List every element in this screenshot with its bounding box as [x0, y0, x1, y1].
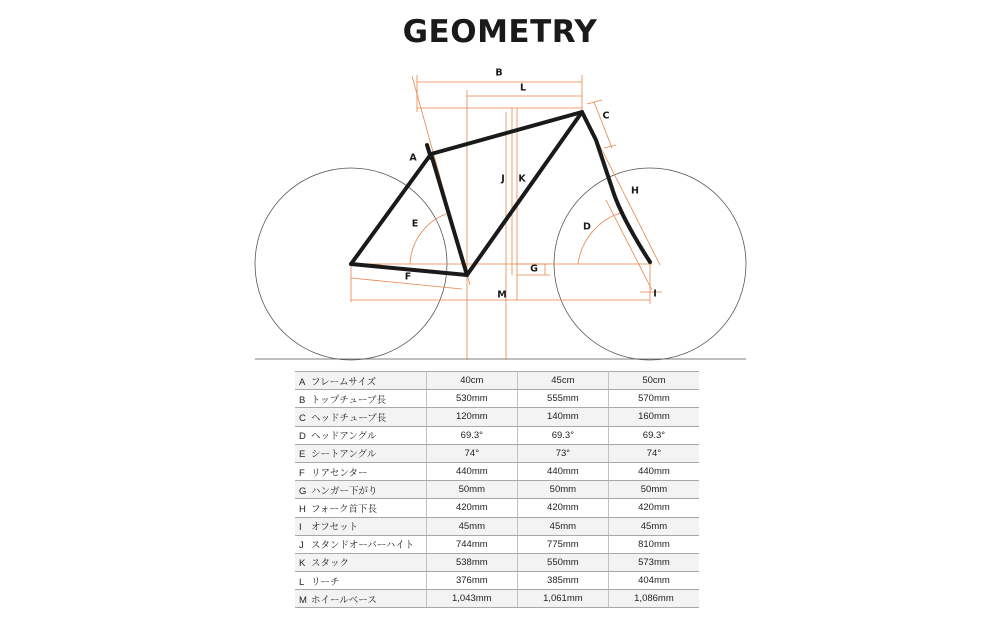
cell-size-3: 1,086mm — [608, 590, 699, 608]
cell-size-3: 50mm — [608, 481, 699, 499]
row-key: L — [299, 576, 305, 588]
row-label — [295, 535, 426, 553]
row-key: A — [299, 376, 306, 388]
cell-size-2: 385mm — [517, 572, 608, 590]
cell-size-1: 50mm — [426, 481, 517, 499]
cell-size-1: 376mm — [426, 572, 517, 590]
label-i: I — [653, 288, 657, 300]
table-row — [295, 535, 699, 553]
cell-size-2: 45cm — [517, 372, 608, 390]
row-label — [295, 426, 426, 444]
row-name: ハンガー下がり — [311, 485, 378, 497]
table-row — [295, 390, 699, 408]
row-label — [295, 590, 426, 608]
table-row — [295, 517, 699, 535]
cell-size-3: 440mm — [608, 462, 699, 480]
row-name: スタンドオーバーハイト — [311, 540, 415, 552]
row-label — [295, 372, 426, 390]
row-name: フレームサイズ — [311, 376, 377, 388]
cell-size-2: 69.3° — [517, 426, 608, 444]
cell-size-1: 1,043mm — [426, 590, 517, 608]
cell-size-2: 1,061mm — [517, 590, 608, 608]
table-row — [295, 426, 699, 444]
row-name: トップチューブ長 — [311, 394, 386, 406]
row-label — [295, 481, 426, 499]
label-k: K — [518, 173, 526, 185]
cell-size-3: 810mm — [608, 535, 699, 553]
cell-size-3: 74° — [608, 444, 699, 462]
table-row — [295, 408, 699, 426]
label-c: C — [602, 110, 610, 122]
row-name: ホイールベース — [311, 594, 377, 606]
row-name: リーチ — [311, 576, 340, 588]
label-b: B — [495, 67, 503, 79]
row-label — [295, 499, 426, 517]
row-label — [295, 462, 426, 480]
cell-size-2: 50mm — [517, 481, 608, 499]
row-name: ヘッドチューブ長 — [311, 412, 387, 424]
cell-size-3: 570mm — [608, 390, 699, 408]
row-name: シートアングル — [311, 449, 377, 461]
row-label — [295, 408, 426, 426]
cell-size-3: 404mm — [608, 572, 699, 590]
table-row — [295, 372, 699, 390]
table-row — [295, 481, 699, 499]
row-name: リアセンター — [311, 467, 368, 479]
cell-size-1: 440mm — [426, 462, 517, 480]
table-row — [295, 590, 699, 608]
label-d: D — [583, 221, 591, 233]
label-f: F — [404, 271, 412, 283]
row-label — [295, 444, 426, 462]
row-label — [295, 553, 426, 571]
cell-size-2: 775mm — [517, 535, 608, 553]
row-name: オフセット — [311, 522, 359, 534]
page-title: GEOMETRY — [402, 14, 598, 50]
cell-size-2: 555mm — [517, 390, 608, 408]
row-key: M — [299, 594, 307, 606]
cell-size-1: 74° — [426, 444, 517, 462]
label-a: A — [409, 152, 417, 164]
label-j: J — [501, 173, 505, 185]
cell-size-2: 140mm — [517, 408, 608, 426]
cell-size-2: 420mm — [517, 499, 608, 517]
row-key: E — [299, 449, 306, 461]
row-key: G — [299, 485, 307, 497]
cell-size-3: 69.3° — [608, 426, 699, 444]
cell-size-3: 573mm — [608, 553, 699, 571]
bike-frame — [351, 112, 650, 275]
row-key: H — [299, 503, 306, 515]
row-key: I — [299, 522, 302, 534]
cell-size-1: 45mm — [426, 517, 517, 535]
cell-size-2: 440mm — [517, 462, 608, 480]
cell-size-1: 744mm — [426, 535, 517, 553]
label-m: M — [497, 289, 507, 301]
cell-size-2: 73° — [517, 444, 608, 462]
row-key: B — [299, 394, 306, 406]
cell-size-1: 40cm — [426, 372, 517, 390]
cell-size-3: 160mm — [608, 408, 699, 426]
cell-size-3: 420mm — [608, 499, 699, 517]
row-key: J — [299, 540, 304, 552]
cell-size-1: 538mm — [426, 553, 517, 571]
cell-size-1: 420mm — [426, 499, 517, 517]
row-key: K — [299, 558, 306, 570]
cell-size-3: 45mm — [608, 517, 699, 535]
table-row — [295, 444, 699, 462]
row-label — [295, 517, 426, 535]
row-label — [295, 390, 426, 408]
cell-size-2: 45mm — [517, 517, 608, 535]
cell-size-1: 69.3° — [426, 426, 517, 444]
cell-size-3: 50cm — [608, 372, 699, 390]
cell-size-1: 530mm — [426, 390, 517, 408]
table-row — [295, 553, 699, 571]
geometry-table — [295, 371, 699, 608]
row-label — [295, 572, 426, 590]
label-l: L — [519, 82, 527, 94]
label-h: H — [631, 185, 639, 197]
table-row — [295, 572, 699, 590]
cell-size-1: 120mm — [426, 408, 517, 426]
row-key: D — [299, 431, 306, 443]
table-row — [295, 462, 699, 480]
label-e: E — [411, 218, 419, 230]
row-name: スタック — [311, 558, 350, 570]
row-name: フォーク首下長 — [311, 503, 378, 515]
table-row — [295, 499, 699, 517]
label-g: G — [530, 263, 538, 275]
row-name: ヘッドアングル — [311, 431, 377, 443]
row-key: C — [299, 412, 306, 424]
cell-size-2: 550mm — [517, 553, 608, 571]
row-key: F — [299, 467, 305, 479]
